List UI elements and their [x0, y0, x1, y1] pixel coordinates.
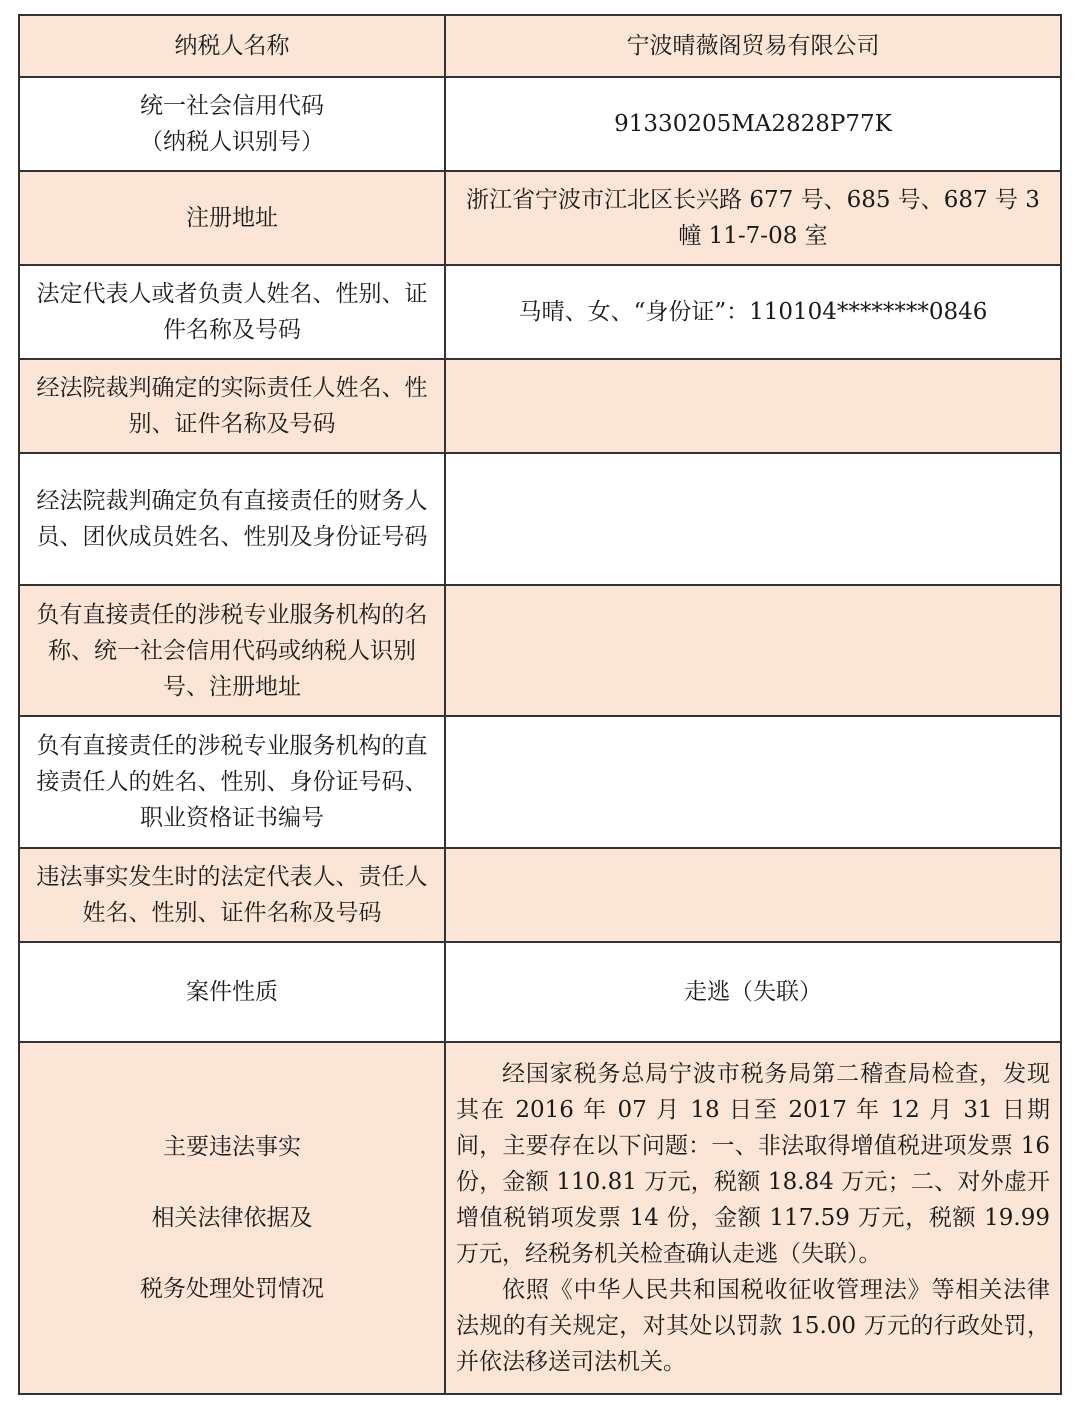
facts-paragraph-2: 依照《中华人民共和国税收征收管理法》等相关法律法规的有关规定，对其处以罚款 15.00 万元的行政处罚，并依法移送司法机关。 [456, 1277, 1050, 1375]
label-legal-representative: 法定代表人或者负责人姓名、性别、证件名称及号码 [19, 265, 445, 359]
row-main-facts [19, 1042, 1061, 1394]
row-case-nature [19, 942, 1061, 1042]
row-taxpayer-name [19, 15, 1061, 77]
label-main-facts-line2: 相关法律依据及 [151, 1205, 313, 1231]
facts-paragraph-1: 经国家税务总局宁波市税务局第二稽查局检查，发现其在 2016 年 07 月 18 日至 2017 年 12 月 31 日期间，主要存在以下问题：一、非法取得增值税进项发票 16 份，金额 110.81 万元，税额 18.84 万元；二、对外虚开增值税销项发票 14 份，金额 117.59 万元，税额 19.99 万元，经税务机关检查确认走逃（失联）。 [456, 1061, 1050, 1267]
value-financial-staff [445, 453, 1061, 585]
label-taxpayer-name: 纳税人名称 [19, 15, 445, 77]
value-tax-agency-person [445, 716, 1061, 848]
value-tax-agency [445, 585, 1061, 716]
row-financial-staff [19, 453, 1061, 585]
row-tax-agency-person [19, 716, 1061, 848]
label-actual-responsible: 经法院裁判确定的实际责任人姓名、性别、证件名称及号码 [19, 359, 445, 453]
row-credit-code [19, 77, 1061, 171]
value-credit-code: 91330205MA2828P77K [445, 77, 1061, 171]
value-violation-representative [445, 848, 1061, 942]
label-main-facts-line1: 主要违法事实 [163, 1134, 301, 1160]
row-legal-representative [19, 265, 1061, 359]
value-case-nature: 走逃（失联） [445, 942, 1061, 1042]
row-registered-address [19, 171, 1061, 265]
value-legal-representative: 马晴、女、“身份证”：110104********0846 [445, 265, 1061, 359]
label-registered-address: 注册地址 [19, 171, 445, 265]
row-tax-agency [19, 585, 1061, 716]
label-violation-representative: 违法事实发生时的法定代表人、责任人姓名、性别、证件名称及号码 [19, 848, 445, 942]
label-case-nature: 案件性质 [19, 942, 445, 1042]
label-gap [30, 1236, 434, 1271]
label-tax-agency: 负有直接责任的涉税专业服务机构的名称、统一社会信用代码或纳税人识别号、注册地址 [19, 585, 445, 716]
value-registered-address: 浙江省宁波市江北区长兴路 677 号、685 号、687 号 3 幢 11-7-08 室 [445, 171, 1061, 265]
label-gap [30, 1165, 434, 1200]
value-taxpayer-name: 宁波晴薇阁贸易有限公司 [445, 15, 1061, 77]
label-main-facts [19, 1042, 445, 1394]
label-credit-code-line1: 统一社会信用代码 [140, 93, 324, 119]
label-main-facts-line3: 税务处理处罚情况 [140, 1276, 324, 1302]
value-actual-responsible [445, 359, 1061, 453]
label-financial-staff: 经法院裁判确定负有直接责任的财务人员、团伙成员姓名、性别及身份证号码 [19, 453, 445, 585]
row-actual-responsible [19, 359, 1061, 453]
row-violation-representative [19, 848, 1061, 942]
taxpayer-info-table [18, 14, 1062, 1395]
label-tax-agency-person: 负有直接责任的涉税专业服务机构的直接责任人的姓名、性别、身份证号码、职业资格证书编号 [19, 716, 445, 848]
value-main-facts [445, 1042, 1061, 1394]
label-credit-code-line2: （纳税人识别号） [140, 129, 324, 155]
label-credit-code [19, 77, 445, 171]
